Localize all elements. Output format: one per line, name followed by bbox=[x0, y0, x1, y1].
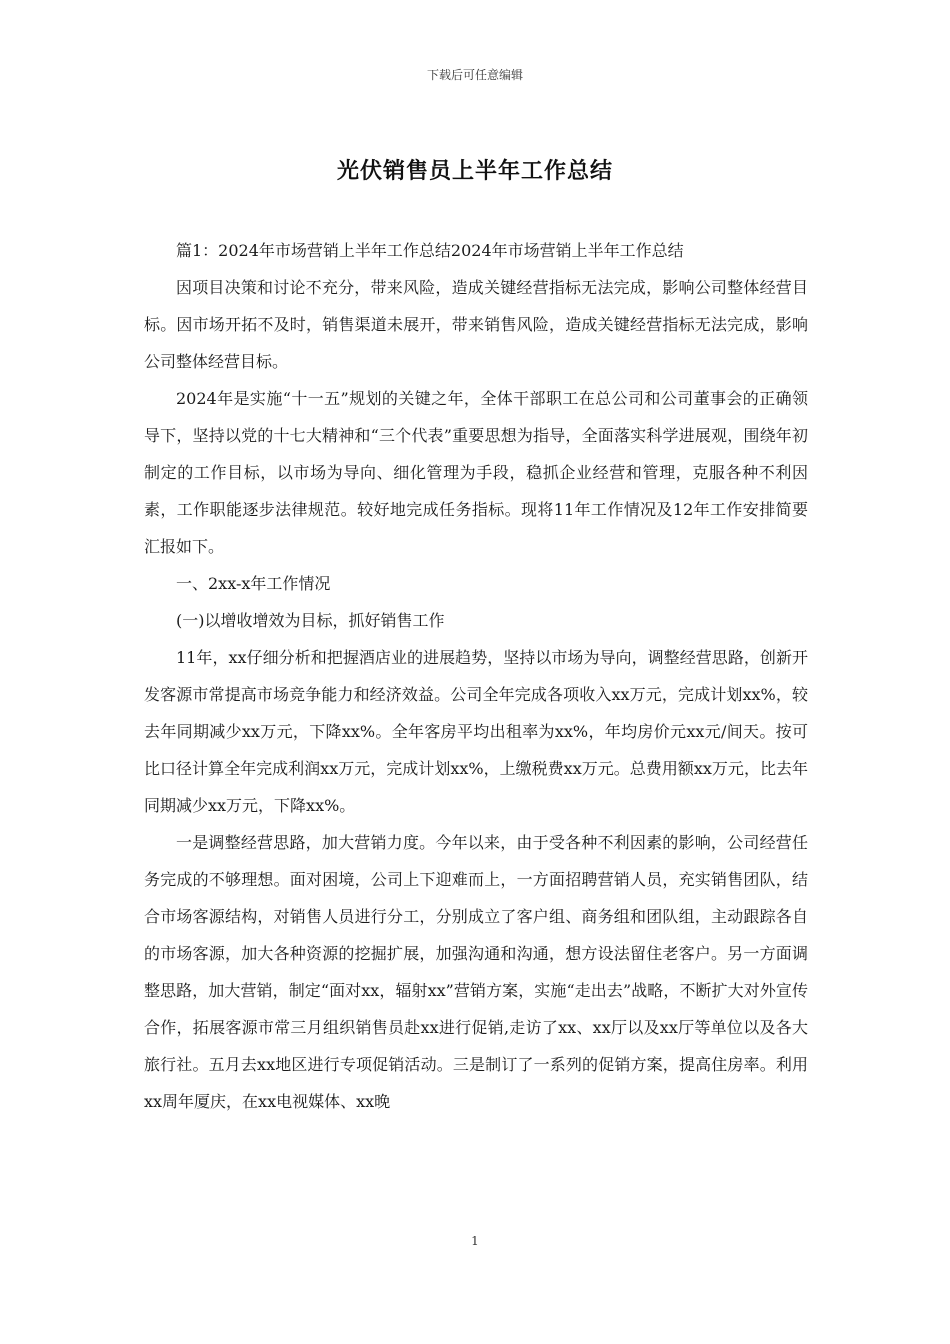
paragraph: 因项目决策和讨论不充分，带来风险，造成关键经营指标无法完成，影响公司整体经营目标。因市场开拓不及时，销售渠道未展开，带来销售风险，造成关键经营指标无法完成，影响公司整体经营目标。 bbox=[144, 278, 808, 371]
paragraph: 篇1：2024年市场营销上半年工作总结2024年市场营销上半年工作总结 bbox=[176, 241, 684, 260]
page-number: 1 bbox=[471, 1234, 479, 1248]
paragraph: 11年，xx仔细分析和把握酒店业的进展趋势，坚持以市场为导向，调整经营思路，创新开发客源市常提高市场竞争能力和经济效益。公司全年完成各项收入xx万元，完成计划xx%，较去年同期减少xx万元，下降xx%。全年客房平均出租率为xx%，年均房价元xx元/间天。按可比口径计算全年完成利润xx万元，完成计划xx%，上缴税费xx万元。总费用额xx万元，比去年同期减少xx万元，下降xx%。 bbox=[144, 648, 808, 815]
paragraph: (一)以增收增效为目标，抓好销售工作 bbox=[176, 611, 445, 630]
paragraph: 一是调整经营思路，加大营销力度。今年以来，由于受各种不利因素的影响，公司经营任务完成的不够理想。面对困境，公司上下迎难而上，一方面招聘营销人员，充实销售团队，结合市场客源结构，对销售人员进行分工，分别成立了客户组、商务组和团队组，主动跟踪各自的市场客源，加大各种资源的挖掘扩展，加强沟通和沟通，想方设法留住老客户。另一方面调整思路，加大营销，制定“面对xx，辐射xx”营销方案，实施“走出去”战略，不断扩大对外宣传合作，拓展客源市常三月组织销售员赴xx进行促销,走访了xx、xx厅以及xx厅等单位以及各大旅行社。五月去xx地区进行专项促销活动。三是制订了一系列的促销方案，提高住房率。利用xx周年厦庆，在xx电视媒体、xx晚 bbox=[144, 833, 808, 1111]
paragraph: 2024年是实施“十一五”规划的关键之年，全体干部职工在总公司和公司董事会的正确领导下，坚持以党的十七大精神和“三个代表”重要思想为指导，全面落实科学进展观，围绕年初制定的工作目标，以市场为导向、细化管理为手段，稳抓企业经营和管理，克服各种不利因素，工作职能逐步法律规范。较好地完成任务指标。现将11年工作情况及12年工作安排简要汇报如下。 bbox=[144, 389, 808, 556]
header-note: 下载后可任意编辑 bbox=[426, 68, 523, 82]
document-body bbox=[144, 232, 808, 1120]
paragraph: 一、2xx-x年工作情况 bbox=[176, 574, 331, 593]
document-title: 光伏销售员上半年工作总结 bbox=[336, 158, 613, 184]
